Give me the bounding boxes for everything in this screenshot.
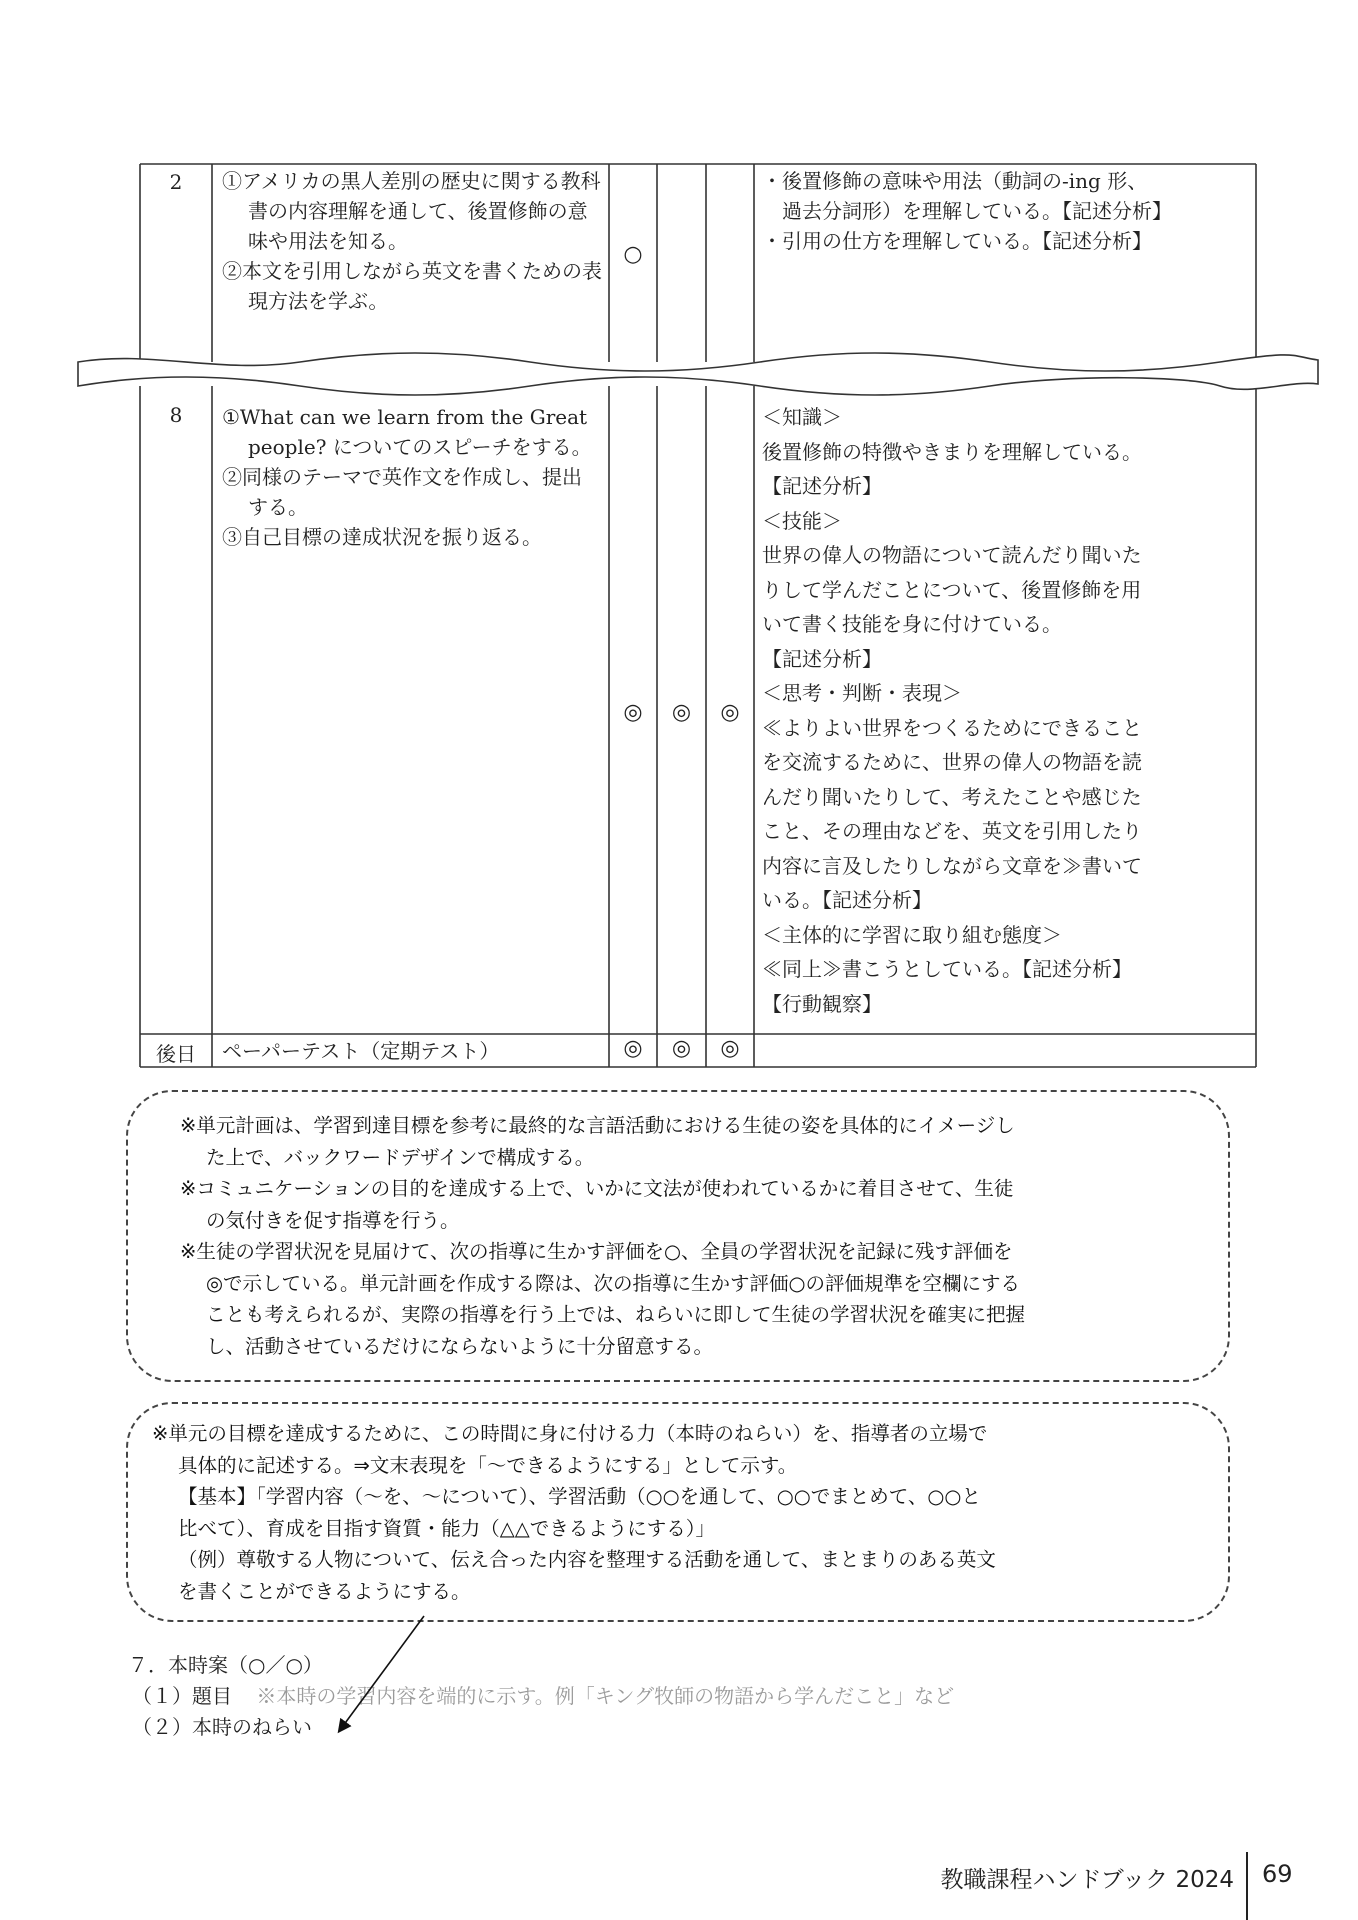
row8-eval-line: ＜技能＞ <box>762 508 842 533</box>
footer-book-title: 教職課程ハンドブック 2024 <box>940 1867 1234 1893</box>
last-row-mark-attitude: ◎ <box>720 1036 740 1061</box>
row8-mark-knowledge: ◎ <box>623 700 643 725</box>
row2-content-item: ①アメリカの黒人差別の歴史に関する教科書の内容理解を通して、後置修飾の意味や用法を知る。 <box>222 169 601 253</box>
row8-content-item: ①What can we learn from the Great people? についてのスピーチをする。 <box>222 405 592 459</box>
row8-eval-line: ＜知識＞ <box>762 405 842 429</box>
note1-line: ことも考えられるが、実際の指導を行う上では、ねらいに即して生徒の学習状況を確実に把握 <box>206 1303 1026 1326</box>
footer-divider <box>1246 1852 1248 1920</box>
row8-eval-line: 【行動観察】 <box>762 991 882 1016</box>
note2-line: 比べて）、育成を目指す資質・能力（△△できるようにする）」 <box>178 1516 715 1540</box>
row2-eval-line: ・引用の仕方を理解している。【記述分析】 <box>762 229 1152 253</box>
note1-line: た上で、バックワードデザインで構成する。 <box>206 1145 595 1169</box>
last-row-content: ペーパーテスト（定期テスト） <box>222 1039 500 1063</box>
row8-eval-line: いる。【記述分析】 <box>762 888 932 912</box>
note2-line: 【基本】「学習内容（～を、～について）、学習活動（○○を通して、○○でまとめて、○○と <box>178 1485 981 1508</box>
row2-eval-line: ・後置修飾の意味や用法（動詞の-ing 形、 <box>762 169 1148 193</box>
footer-page-number: 69 <box>1262 1860 1293 1888</box>
row8-eval-line: ≪よりよい世界をつくるためにできること <box>762 715 1142 740</box>
row8-content-item: ③自己目標の達成状況を振り返る。 <box>222 525 542 549</box>
row8-eval-line: 【記述分析】 <box>762 646 882 671</box>
lesson-plan-heading: ７．本時案（○／○） <box>128 1653 323 1677</box>
note2-line: ※単元の目標を達成するために、この時間に身に付ける力（本時のねらい）を、指導者の立場で <box>152 1422 988 1445</box>
row2-content-item: ②本文を引用しながら英文を書くための表現方法を学ぶ。 <box>222 259 602 313</box>
row8-eval-line: 世界の偉人の物語について読んだり聞いた <box>762 543 1142 567</box>
lesson-plan-item-aim: （２）本時のねらい <box>132 1715 312 1739</box>
last-row-label: 後日 <box>156 1042 196 1066</box>
note2-line: （例）尊敬する人物について、伝え合った内容を整理する活動を通して、まとまりのある英文 <box>178 1548 996 1571</box>
row8-content-item: ②同様のテーマで英作文を作成し、提出する。 <box>222 465 582 519</box>
row8-eval-line: ＜思考・判断・表現＞ <box>762 681 962 705</box>
note1-line: ◎で示している。単元計画を作成する際は、次の指導に生かす評価○の評価規準を空欄にする <box>206 1271 1021 1295</box>
row2-mark-knowledge: ○ <box>623 242 643 267</box>
row2-number: 2 <box>169 170 183 194</box>
row8-eval-line: いて書く技能を身に付けている。 <box>762 612 1062 636</box>
item1-label: （１）題目 <box>132 1684 232 1708</box>
row8-eval-line: を交流するために、世界の偉人の物語を読 <box>762 750 1142 774</box>
row8-mark-attitude: ◎ <box>720 700 740 725</box>
row8-eval-line: んだり聞いたりして、考えたことや感じた <box>762 784 1142 809</box>
row8-mark-thinking: ◎ <box>671 700 692 725</box>
note1-line: ※生徒の学習状況を見届けて、次の指導に生かす評価を○、全員の学習状況を記録に残す評価を <box>180 1240 1013 1263</box>
row8-eval-line: 【記述分析】 <box>762 474 882 498</box>
row8-eval-line: 内容に言及したりしながら文章を≫書いて <box>762 853 1142 878</box>
row2-eval-line: 過去分詞形）を理解している。【記述分析】 <box>762 199 1172 223</box>
row8-eval-line: りして学んだことについて、後置修飾を用 <box>762 577 1142 602</box>
note1-line: ※単元計画は、学習到達目標を参考に最終的な言語活動における生徒の姿を具体的にイメージし <box>180 1114 1015 1137</box>
row8-number: 8 <box>169 403 183 427</box>
note1-line: ※コミュニケーションの目的を達成する上で、いかに文法が使われているかに着目させて、生徒 <box>180 1177 1014 1200</box>
row8-eval-line: 後置修飾の特徴やきまりを理解している。 <box>762 439 1142 464</box>
item1-note: ※本時の学習内容を端的に示す。例「キング牧師の物語から学んだこと」など <box>256 1684 955 1708</box>
row8-eval-line: こと、その理由などを、英文を引用したり <box>762 819 1142 843</box>
note2-line: を書くことができるようにする。 <box>178 1579 471 1603</box>
last-row-mark-thinking: ◎ <box>671 1036 692 1061</box>
row8-eval-line: ≪同上≫書こうとしている。【記述分析】 <box>762 957 1132 981</box>
last-row-mark-knowledge: ◎ <box>623 1036 643 1061</box>
note2-line: 具体的に記述する。⇒文末表現を「～できるようにする」として示す。 <box>178 1453 798 1477</box>
note1-line: し、活動させているだけにならないように十分留意する。 <box>206 1334 714 1358</box>
row8-eval-line: ＜主体的に学習に取り組む態度＞ <box>762 922 1062 947</box>
note1-line: の気付きを促す指導を行う。 <box>206 1208 460 1232</box>
